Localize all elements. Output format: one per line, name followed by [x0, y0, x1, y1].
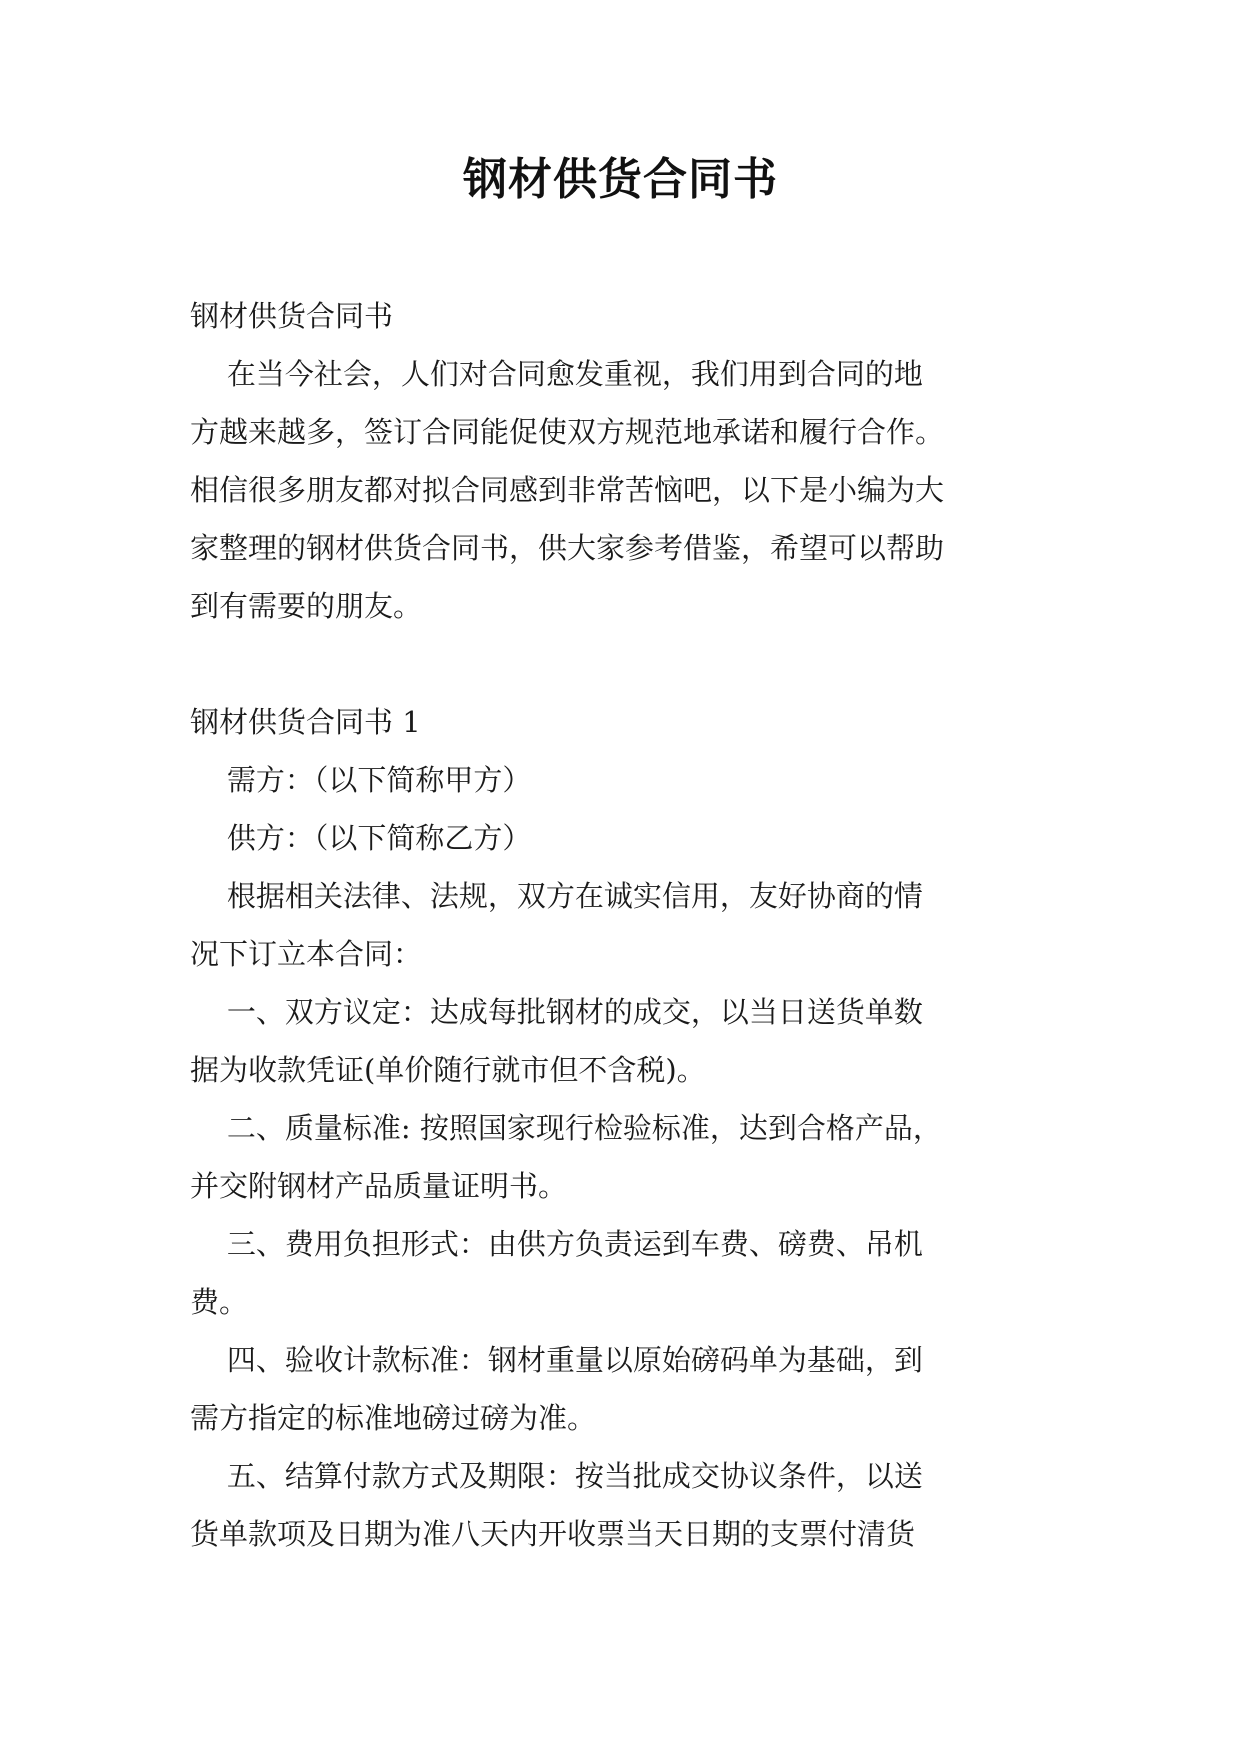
paragraph-line: 相信很多朋友都对拟合同感到非常苦恼吧，以下是小编为大 [190, 473, 945, 507]
paragraph-line: 三、费用负担形式：由供方负责运到车费、磅费、吊机 [190, 1227, 923, 1261]
paragraph-line: 供方：（以下简称乙方） [190, 821, 532, 855]
blank-line [190, 635, 1050, 693]
paragraph-line: 需方指定的标准地磅过磅为准。 [190, 1401, 597, 1435]
paragraph-line: 五、结算付款方式及期限：按当批成交协议条件，以送 [190, 1459, 923, 1493]
section-heading: 钢材供货合同书 1 [190, 705, 421, 739]
paragraph-line: 需方：（以下简称甲方） [190, 763, 532, 797]
paragraph-line: 货单款项及日期为准八天内开收票当天日期的支票付清货 [190, 1517, 916, 1551]
paragraph-line: 在当今社会，人们对合同愈发重视，我们用到合同的地 [190, 357, 923, 391]
paragraph-line: 据为收款凭证(单价随行就市但不含税)。 [190, 1053, 706, 1087]
paragraph-line: 一、双方议定：达成每批钢材的成交，以当日送货单数 [190, 995, 923, 1029]
paragraph-line: 四、验收计款标准：钢材重量以原始磅码单为基础，到 [190, 1343, 923, 1377]
section-heading: 钢材供货合同书 [190, 299, 394, 333]
paragraph-line: 二、质量标准: 按照国家现行检验标准，达到合格产品， [190, 1111, 942, 1145]
paragraph-line: 根据相关法律、法规，双方在诚实信用，友好协商的情 [190, 879, 923, 913]
paragraph-line: 况下订立本合同： [190, 937, 423, 971]
paragraph-line: 方越来越多，签订合同能促使双方规范地承诺和履行合作。 [190, 415, 945, 449]
document-title: 钢材供货合同书 [463, 154, 778, 205]
paragraph-line: 费。 [190, 1285, 249, 1319]
paragraph-line: 家整理的钢材供货合同书，供大家参考借鉴，希望可以帮助 [190, 531, 945, 565]
paragraph-line: 到有需要的朋友。 [190, 589, 423, 623]
paragraph-line: 并交附钢材产品质量证明书。 [190, 1169, 568, 1203]
document-body [190, 287, 1050, 1563]
